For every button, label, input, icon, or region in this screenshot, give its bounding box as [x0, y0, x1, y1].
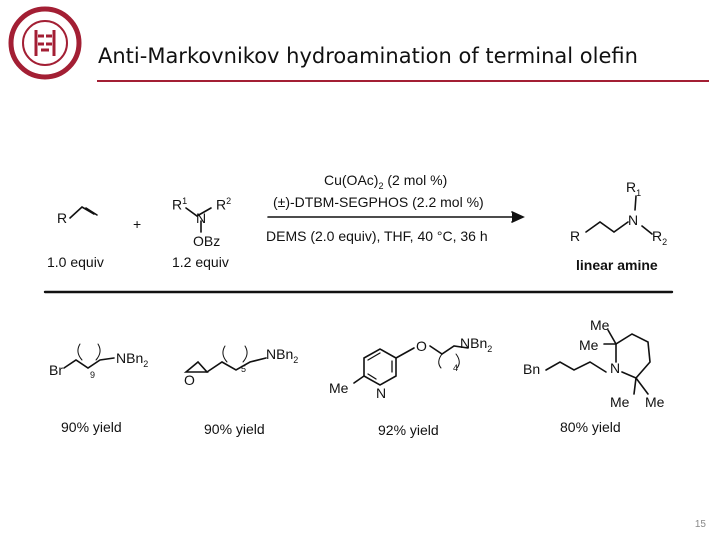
olefin-r-label: R [57, 210, 68, 226]
example-4-me-1: Me [590, 317, 610, 333]
example-3-repeat-count: 4 [453, 363, 459, 373]
example-2-yield: 90% yield [204, 421, 265, 437]
example-3-yield: 92% yield [378, 422, 439, 438]
example-3-ether-o-label: O [416, 338, 427, 354]
example-2-amine-label: NBn$_2$ [266, 346, 299, 365]
svg-text:PEKING: PEKING [33, 14, 57, 20]
example-4-bn-label: Bn [523, 361, 541, 377]
example-4-me-4: Me [645, 394, 665, 410]
example-1-amine-label: NBn$_2$ [116, 350, 149, 369]
product-r-label: R [570, 228, 581, 244]
amine-obz-label: OBz [193, 233, 221, 249]
example-3-amine-label: NBn$_2$ [460, 335, 493, 354]
amine-n-label: N [196, 210, 207, 226]
conditions-catalyst: $Cu(OAc)_2$ (2 mol %) [324, 172, 448, 191]
example-2-o-label: O [184, 372, 195, 388]
product-r2-label: $R_2$ [652, 228, 668, 247]
svg-text:1898: 1898 [38, 70, 52, 76]
amine-r2-label: $R^2$ [216, 196, 232, 213]
conditions-reagents: DEMS (2.0 equiv), THF, 40 °C, 36 h [266, 228, 488, 244]
example-3-me-label: Me [329, 380, 349, 396]
olefin-equiv: 1.0 equiv [47, 254, 104, 270]
conditions-ligand: (±)-DTBM-SEGPHOS (2.2 mol %) [273, 194, 484, 210]
example-1-repeat-count: 9 [90, 370, 96, 380]
amine-equiv: 1.2 equiv [172, 254, 229, 270]
example-4-yield: 80% yield [560, 419, 621, 435]
product-n-label: N [628, 212, 639, 228]
slide-title: Anti-Markovnikov hydroamination of terminal olefin [98, 44, 638, 68]
example-4-me-3: Me [610, 394, 630, 410]
example-4-me-2: Me [579, 337, 599, 353]
example-2-repeat-count: 5 [241, 364, 247, 374]
slide-number: 15 [694, 519, 706, 530]
plus-sign: + [133, 216, 142, 232]
example-3-pyridine-n-label: N [376, 385, 387, 401]
example-4-n-label: N [610, 360, 621, 376]
amine-r1-label: $R^1$ [172, 196, 188, 213]
product-class-label: linear amine [576, 257, 658, 273]
example-1-yield: 90% yield [61, 419, 122, 435]
example-1-br-label: Br [49, 362, 63, 378]
product-r1-label: $R_1$ [626, 179, 642, 198]
